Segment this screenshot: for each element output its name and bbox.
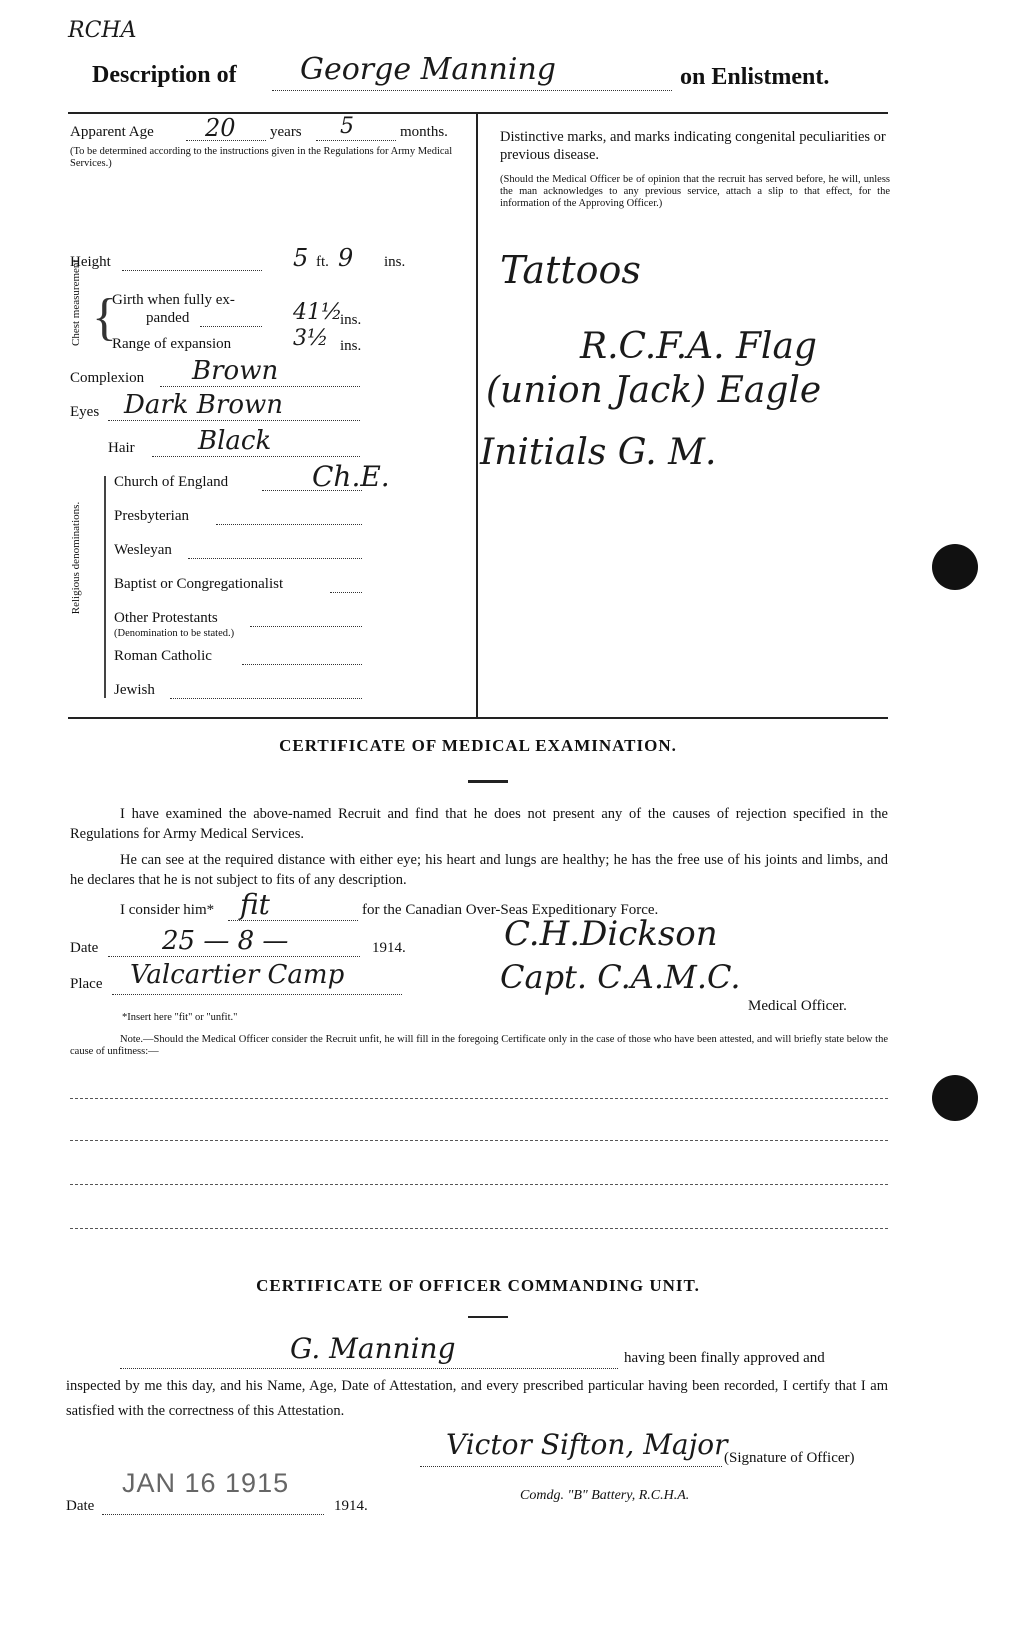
girth-value: 41½ — [293, 300, 343, 325]
religion-bracket — [104, 476, 106, 698]
eyes-dots — [108, 420, 360, 421]
religion-presbyterian: Presbyterian — [114, 508, 189, 524]
complexion-value: Brown — [192, 356, 279, 386]
religion-wesleyan: Wesleyan — [114, 542, 172, 558]
girth-ins-label: ins. — [340, 312, 362, 328]
commanding-date-dots — [102, 1514, 324, 1515]
medical-heading-rule — [468, 780, 508, 783]
jewish-dots — [170, 698, 362, 699]
unfitness-line-4 — [70, 1228, 888, 1229]
corner-note: RCHA — [68, 18, 137, 43]
signature-officer-label: (Signature of Officer) — [724, 1450, 855, 1466]
height-ft-value: 5 — [293, 244, 309, 272]
chest-brace: { — [92, 289, 117, 346]
medical-date-value: 25 — 8 — — [162, 926, 289, 956]
religion-value: Ch.E. — [312, 460, 390, 493]
months-label: months. — [400, 124, 448, 140]
age-note: (To be determined according to the instructions given in the Regulations for Army Medical Services.) — [70, 146, 453, 169]
medical-heading: CERTIFICATE OF MEDICAL EXAMINATION. — [279, 736, 677, 755]
complexion-label: Complexion — [70, 370, 145, 386]
unfitness-line-1 — [70, 1098, 888, 1099]
title-suffix: on Enlistment. — [680, 64, 830, 90]
eyes-label: Eyes — [70, 404, 100, 420]
title-prefix: Description of — [92, 62, 237, 88]
date-label: Date — [70, 940, 99, 956]
commanding-para: inspected by me this day, and his Name, Age, Date of Attestation, and every prescribed particular having been recorded, I certify that I am satisfied with the correctness of this Attestation. — [66, 1378, 888, 1419]
age-years-value: 20 — [205, 114, 236, 142]
chest-side-label: Chest measurement. — [70, 256, 82, 346]
complexion-dots — [160, 386, 360, 387]
girth-label-2: panded — [146, 310, 190, 326]
consider-value: fit — [240, 888, 270, 921]
religion-other-protestants: Other Protestants — [114, 610, 218, 626]
religion-church-of-england: Church of England — [114, 474, 229, 490]
height-dots — [122, 270, 262, 271]
ft-label: ft. — [316, 254, 329, 270]
punch-hole-top — [932, 544, 978, 590]
place-dots — [112, 994, 402, 995]
recruit-name: George Manning — [300, 52, 556, 87]
commanding-officer-signature: Victor Sifton, Major — [446, 1428, 728, 1461]
wesleyan-dots — [188, 558, 362, 559]
marks-line-3: (union Jack) Eagle — [486, 370, 822, 411]
medical-officer-signature: C.H.Dickson — [504, 914, 718, 954]
unit-line: Comdg. "B" Battery, R.C.H.A. — [520, 1488, 690, 1503]
height-in-value: 9 — [338, 244, 354, 272]
insert-note: *Insert here "fit" or "unfit." — [122, 1012, 238, 1023]
religion-side-label: Religious denominations. — [70, 501, 82, 615]
unfitness-line-3 — [70, 1184, 888, 1185]
baptist-dots — [330, 592, 362, 593]
eyes-value: Dark Brown — [124, 390, 283, 420]
hair-dots — [152, 456, 360, 457]
commanding-signature-dots — [420, 1466, 722, 1467]
years-label: years — [270, 124, 302, 140]
age-years-dots — [186, 140, 266, 141]
unfitness-note: Note.—Should the Medical Officer consider the Recruit unfit, he will fill in the foregoing Certificate only in the case of those who have been attested, and will briefly state below the cause of unfitness:— — [70, 1034, 888, 1057]
religion-jewish: Jewish — [114, 682, 155, 698]
age-months-dots — [316, 140, 396, 141]
marks-note: (Should the Medical Officer be of opinion that the recruit has served before, he will, unless the man acknowledges to any previous service, attach a slip to that effect, for the information of the Approving Officer.) — [500, 174, 890, 209]
medical-para-2: He can see at the required distance with either eye; his heart and lungs are healthy; he has the free use of his joints and limbs, and he declares that he is not subject to fits of any description. — [70, 852, 888, 888]
marks-line-2: R.C.F.A. Flag — [580, 326, 817, 367]
unfitness-line-2 — [70, 1140, 888, 1141]
medical-officer-label: Medical Officer. — [748, 998, 847, 1014]
consider-label: I consider him* — [120, 902, 215, 918]
commanding-date-year: 1914. — [334, 1498, 368, 1514]
date-stamp: JAN 16 1915 — [122, 1468, 290, 1498]
commanding-heading: CERTIFICATE OF OFFICER COMMANDING UNIT. — [256, 1276, 700, 1295]
girth-dots — [200, 326, 262, 327]
height-ins-label: ins. — [384, 254, 406, 270]
religion-baptist: Baptist or Congregationalist — [114, 576, 284, 592]
force-text: for the Canadian Over-Seas Expeditionary Force. — [362, 902, 659, 918]
commanding-recruit-name: G. Manning — [290, 1332, 456, 1365]
range-label: Range of expansion — [112, 336, 232, 352]
denomination-note: (Denomination to be stated.) — [114, 628, 235, 639]
range-value: 3½ — [293, 326, 329, 351]
punch-hole-bottom — [932, 1075, 978, 1121]
section-rule — [68, 717, 888, 719]
commanding-name-dots — [120, 1368, 618, 1369]
girth-label-1: Girth when fully ex- — [112, 292, 235, 308]
commanding-date-label: Date — [66, 1498, 95, 1514]
medical-date-year: 1914. — [372, 940, 406, 956]
marks-header: Distinctive marks, and marks indicating congenital peculiarities or previous disease. — [500, 129, 886, 163]
top-rule — [68, 112, 888, 114]
medical-date-dots — [108, 956, 360, 957]
age-label: Apparent Age — [70, 124, 154, 140]
presbyterian-dots — [216, 524, 362, 525]
roman-catholic-dots — [242, 664, 362, 665]
hair-label: Hair — [108, 440, 135, 456]
place-value: Valcartier Camp — [130, 960, 345, 990]
height-label: Height — [70, 254, 111, 270]
column-divider — [476, 114, 478, 718]
other-protestants-dots — [250, 626, 362, 627]
marks-line-4: Initials G. M. — [480, 432, 717, 473]
marks-line-1: Tattoos — [500, 248, 641, 292]
medical-officer-rank: Capt. C.A.M.C. — [500, 958, 741, 996]
place-label: Place — [70, 976, 103, 992]
age-months-value: 5 — [340, 114, 354, 139]
hair-value: Black — [198, 426, 272, 456]
medical-para-1: I have examined the above-named Recruit and find that he does not present any of the causes of rejection specified in the Regulations for Army Medical Services. — [70, 806, 888, 842]
religion-roman-catholic: Roman Catholic — [114, 648, 212, 664]
commanding-heading-rule — [468, 1316, 508, 1318]
consider-dots — [228, 920, 358, 921]
range-ins-label: ins. — [340, 338, 362, 354]
title-dots — [272, 90, 672, 91]
approved-text: having been finally approved and — [624, 1350, 825, 1366]
